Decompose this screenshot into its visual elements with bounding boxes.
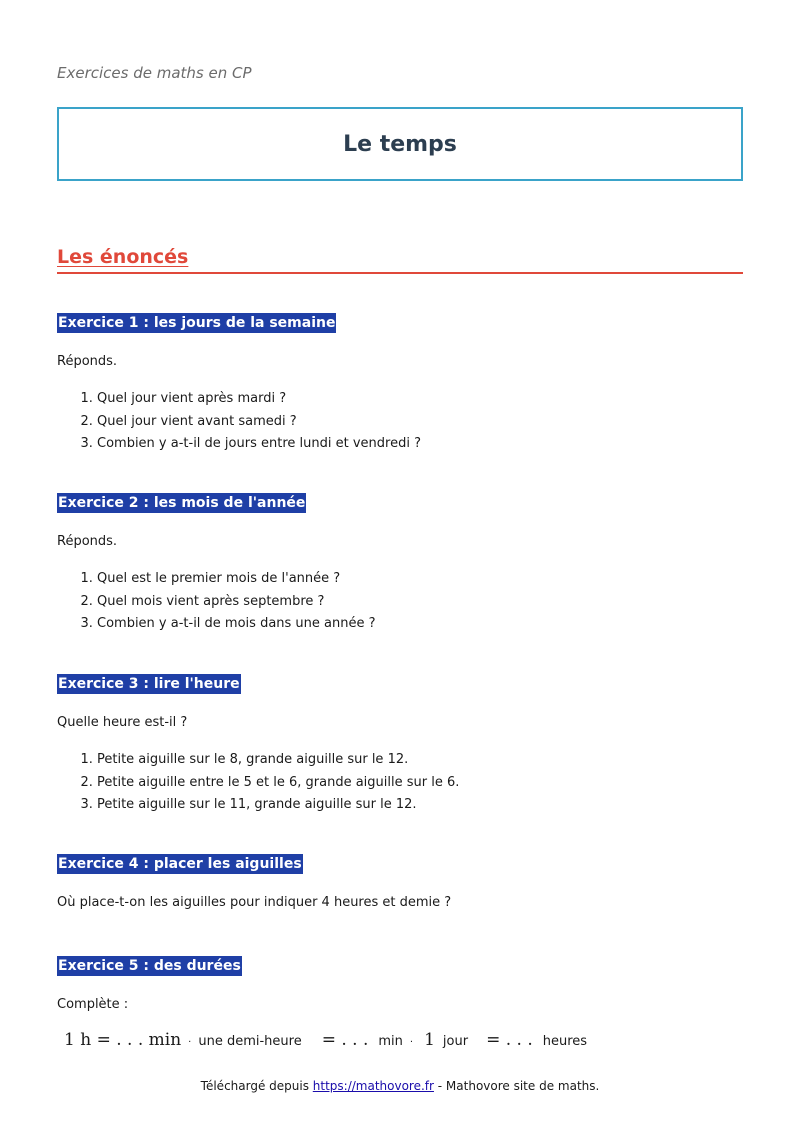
footer-prefix: Téléchargé depuis [200, 1079, 313, 1093]
equation-hour-minutes: 1 h = . . . min [64, 1030, 182, 1050]
equation-line [57, 1030, 743, 1050]
footer-suffix: - Mathovore site de maths. [433, 1079, 600, 1093]
equation-day-unit: heures [542, 1034, 588, 1049]
question-list [57, 568, 743, 636]
exercise-4 [57, 853, 743, 910]
question-item: 1. Quel est le premier mois de l'année ? [97, 568, 743, 591]
equation-half-hour-math: = . . . [321, 1030, 369, 1050]
section-title: Les énoncés [57, 246, 189, 268]
page-title: Le temps [343, 131, 457, 157]
question-list [57, 388, 743, 456]
exercise-intro: Quelle heure est-il ? [57, 715, 188, 730]
exercise-title: Exercice 3 : lire l'heure [58, 676, 240, 692]
equation-day-label: jour [442, 1034, 469, 1049]
exercise-title: Exercice 5 : des durées [58, 958, 241, 974]
equation-half-hour-unit: min [378, 1034, 403, 1049]
exercise-3 [57, 673, 743, 817]
question-item: 1. Quel jour vient après mardi ? [97, 388, 743, 411]
exercise-intro: Réponds. [57, 534, 118, 549]
separator-dot: · [409, 1037, 414, 1048]
exercise-5 [57, 955, 743, 1050]
equation-half-hour-label: une demi-heure [198, 1034, 302, 1049]
question-item: 2. Quel mois vient après septembre ? [97, 591, 743, 614]
question-list [57, 749, 743, 817]
title-box [57, 107, 743, 181]
exercise-title: Exercice 2 : les mois de l'année [58, 495, 306, 511]
exercise-intro: Où place-t-on les aiguilles pour indiquer 4 heures et demie ? [57, 895, 452, 910]
question-item: 3. Petite aiguille sur le 11, grande aiguille sur le 12. [97, 794, 743, 817]
separator-dot: · [188, 1037, 192, 1048]
exercise-title: Exercice 4 : placer les aiguilles [58, 856, 302, 872]
question-item: 3. Combien y a-t-il de jours entre lundi et vendredi ? [97, 433, 743, 456]
question-item: 2. Petite aiguille entre le 5 et le 6, grande aiguille sur le 6. [97, 772, 743, 795]
question-item: 3. Combien y a-t-il de mois dans une année ? [97, 613, 743, 636]
exercise-intro: Réponds. [57, 354, 118, 369]
question-item: 2. Quel jour vient avant samedi ? [97, 411, 743, 434]
footer-link[interactable]: https://mathovore.fr [312, 1079, 434, 1093]
exercise-intro: Complète : [57, 997, 129, 1012]
exercise-title: Exercice 1 : les jours de la semaine [58, 315, 336, 331]
equation-day-number: 1 [424, 1030, 435, 1050]
exercise-1 [57, 312, 743, 456]
equation-day-math: = . . . [486, 1030, 533, 1050]
page-footer [0, 1079, 800, 1093]
section-header [57, 246, 743, 274]
document-subtitle: Exercices de maths en CP [57, 64, 252, 82]
question-item: 1. Petite aiguille sur le 8, grande aiguille sur le 12. [97, 749, 743, 772]
exercise-2 [57, 492, 743, 636]
